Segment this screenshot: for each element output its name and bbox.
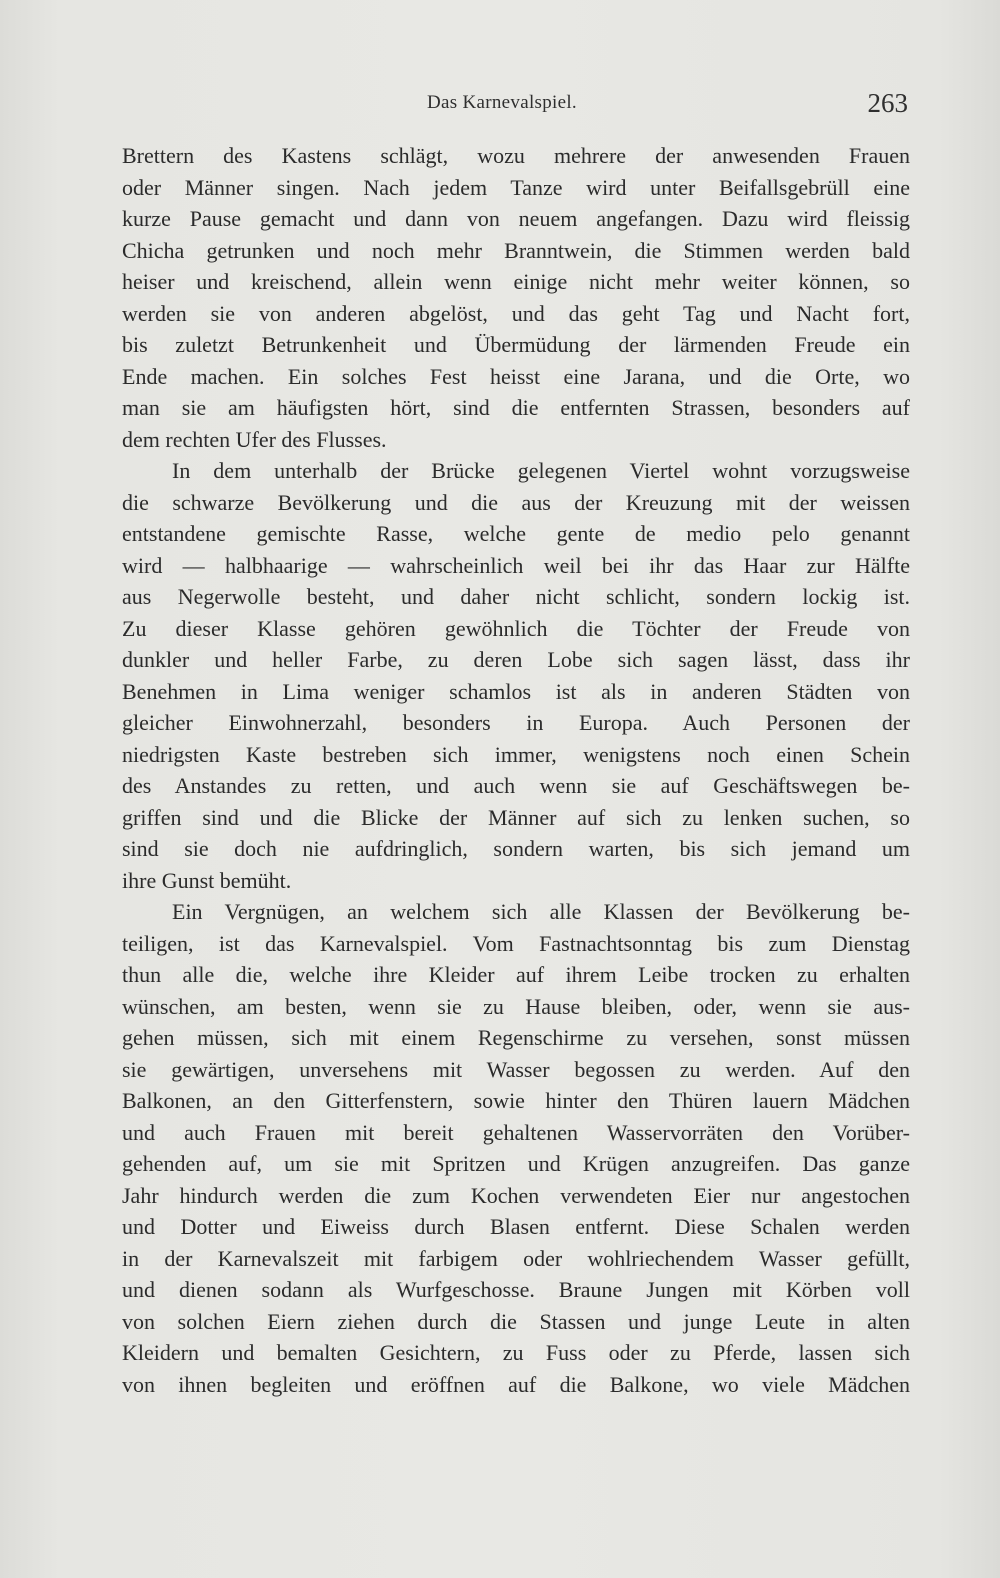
text-line: Kleidern und bemalten Gesichtern, zu Fuss oder zu Pferde, lassen sich (122, 1340, 910, 1365)
running-title: Das Karnevalspiel. (427, 92, 577, 113)
body-text (122, 140, 910, 1400)
text-line: und dienen sodann als Wurfgeschosse. Braune Jungen mit Körben voll (122, 1277, 910, 1302)
text-line: in der Karnevalszeit mit farbigem oder wohlriechendem Wasser gefüllt, (122, 1245, 910, 1271)
page-header (122, 88, 910, 128)
text-line: dunkler und heller Farbe, zu deren Lobe sich sagen lässt, dass ihr (122, 647, 910, 672)
text-line: Brettern des Kastens schlägt, wozu mehrere der anwesenden Frauen (122, 143, 910, 168)
paragraph-first-line: In dem unterhalb der Brücke gelegenen Viertel wohnt vorzugsweise (172, 458, 910, 483)
text-line: gleicher Einwohnerzahl, besonders in Europa. Auch Personen der (122, 710, 910, 735)
text-line: bis zuletzt Betrunkenheit und Übermüdung der lärmenden Freude ein (122, 332, 910, 357)
text-line: ihre Gunst bemüht. (122, 867, 292, 893)
paragraph-first-line: Ein Vergnügen, an welchem sich alle Klassen der Bevölkerung be- (172, 899, 910, 924)
text-line: die schwarze Bevölkerung und die aus der Kreuzung mit der weissen (122, 489, 910, 515)
text-line: Jahr hindurch werden die zum Kochen verwendeten Eier nur angestochen (122, 1182, 910, 1208)
text-line: gehenden auf, um sie mit Spritzen und Krügen anzugreifen. Das ganze (122, 1151, 910, 1176)
text-line: sind sie doch nie aufdringlich, sondern warten, bis sich jemand um (122, 836, 910, 861)
text-line: niedrigsten Kaste bestreben sich immer, wenigstens noch einen Schein (122, 741, 910, 767)
text-line: thun alle die, welche ihre Kleider auf ihrem Leibe trocken zu erhalten (122, 962, 910, 987)
text-line: des Anstandes zu retten, und auch wenn sie auf Geschäftswegen be- (122, 773, 910, 798)
text-line: von ihnen begleiten und eröffnen auf die Balkone, wo viele Mädchen (122, 1371, 910, 1397)
text-line: von solchen Eiern ziehen durch die Stassen und junge Leute in alten (122, 1308, 910, 1334)
text-line: man sie am häufigsten hört, sind die entfernten Strassen, besonders auf (122, 395, 910, 420)
text-line: oder Männer singen. Nach jedem Tanze wird unter Beifallsgebrüll eine (122, 174, 910, 200)
text-line: werden sie von anderen abgelöst, und das geht Tag und Nacht fort, (122, 300, 910, 326)
text-line: kurze Pause gemacht und dann von neuem angefangen. Dazu wird fleissig (122, 206, 910, 231)
text-line: Ende machen. Ein solches Fest heisst eine Jarana, und die Orte, wo (122, 363, 910, 389)
text-line: griffen sind und die Blicke der Männer auf sich zu lenken suchen, so (122, 804, 910, 830)
text-line: und Dotter und Eiweiss durch Blasen entfernt. Diese Schalen werden (122, 1214, 910, 1239)
text-line: Chicha getrunken und noch mehr Branntwein, die Stimmen werden bald (122, 237, 910, 263)
text-line: Balkonen, an den Gitterfenstern, sowie hinter den Thüren lauern Mädchen (122, 1088, 910, 1113)
text-line: heiser und kreischend, allein wenn einige nicht mehr weiter können, so (122, 269, 910, 294)
text-line: dem rechten Ufer des Flusses. (122, 426, 387, 452)
text-line: gehen müssen, sich mit einem Regenschirme zu versehen, sonst müssen (122, 1025, 910, 1050)
text-line: aus Negerwolle besteht, und daher nicht schlicht, sondern lockig ist. (122, 584, 910, 609)
page-number: 263 (867, 88, 908, 118)
text-line: wird — halbhaarige — wahrscheinlich weil bei ihr das Haar zur Hälfte (122, 552, 910, 578)
text-line: Zu dieser Klasse gehören gewöhnlich die Töchter der Freude von (122, 615, 910, 641)
text-line: und auch Frauen mit bereit gehaltenen Wasservorräten den Vorüber- (122, 1119, 910, 1145)
text-line: entstandene gemischte Rasse, welche gente de medio pelo genannt (122, 521, 910, 546)
text-line: sie gewärtigen, unversehens mit Wasser begossen zu werden. Auf den (122, 1056, 910, 1082)
text-line: Benehmen in Lima weniger schamlos ist als in anderen Städten von (122, 678, 910, 704)
text-line: teiligen, ist das Karnevalspiel. Vom Fastnachtsonntag bis zum Dienstag (122, 930, 910, 956)
text-line: wünschen, am besten, wenn sie zu Hause bleiben, oder, wenn sie aus- (122, 993, 910, 1019)
